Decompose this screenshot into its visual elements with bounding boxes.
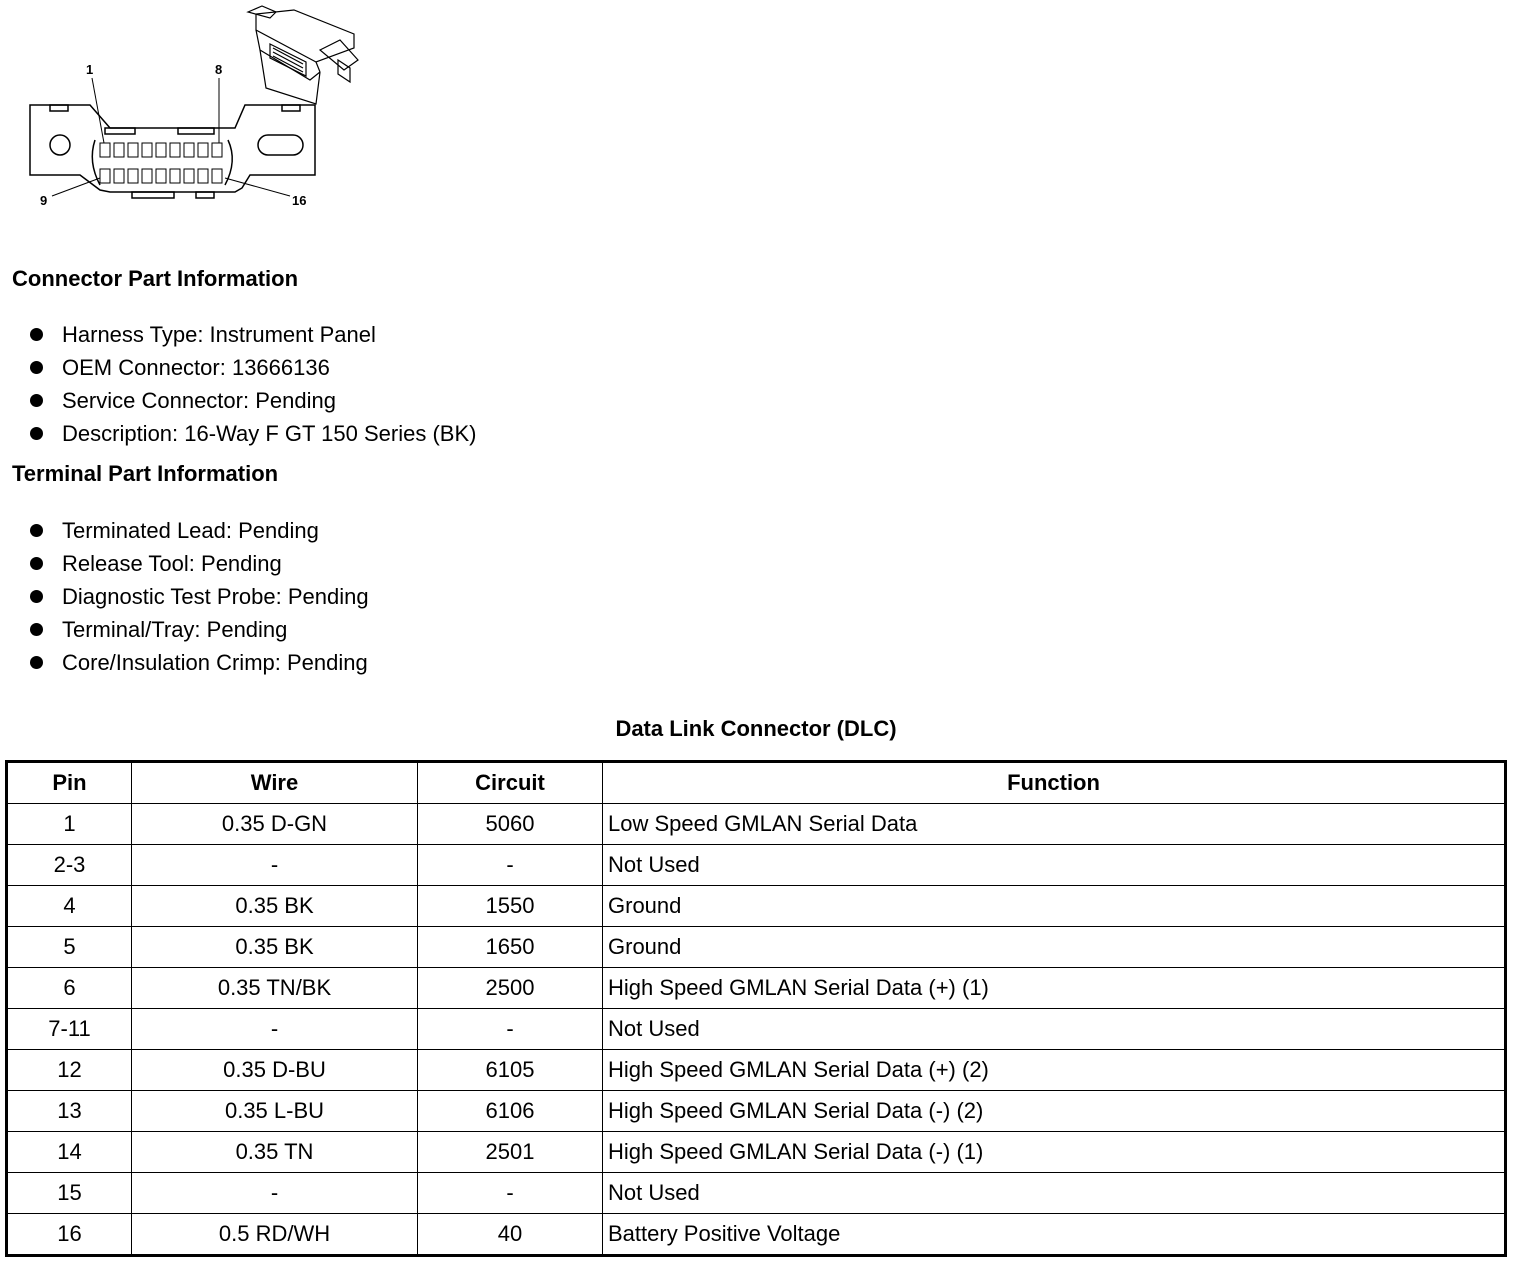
function-cell: High Speed GMLAN Serial Data (-) (2) [603, 1091, 1506, 1132]
wire-cell: - [132, 845, 418, 886]
circuit-cell: - [418, 1173, 603, 1214]
pin-cell: 15 [7, 1173, 132, 1214]
function-cell: Ground [603, 886, 1506, 927]
table-row [7, 845, 1506, 886]
table-row [7, 804, 1506, 845]
pin-cell: 1 [7, 804, 132, 845]
list-item: Terminal/Tray: Pending [30, 613, 369, 646]
column-header-circuit: Circuit [418, 762, 603, 804]
function-cell: Not Used [603, 1009, 1506, 1050]
wire-cell: 0.35 L-BU [132, 1091, 418, 1132]
circuit-cell: - [418, 1009, 603, 1050]
column-header-function: Function [603, 762, 1506, 804]
wire-cell: 0.35 D-GN [132, 804, 418, 845]
function-cell: High Speed GMLAN Serial Data (+) (1) [603, 968, 1506, 1009]
column-header-wire: Wire [132, 762, 418, 804]
pin-cell: 4 [7, 886, 132, 927]
list-item: Core/Insulation Crimp: Pending [30, 646, 369, 679]
table-row [7, 968, 1506, 1009]
circuit-cell: 6106 [418, 1091, 603, 1132]
wire-cell: - [132, 1173, 418, 1214]
wire-cell: 0.35 BK [132, 927, 418, 968]
terminal-info-title: Terminal Part Information [12, 461, 279, 486]
circuit-cell: 40 [418, 1214, 603, 1256]
pin-cell: 6 [7, 968, 132, 1009]
table-row [7, 886, 1506, 927]
table-row [7, 1091, 1506, 1132]
wire-cell: 0.35 BK [132, 886, 418, 927]
circuit-cell: 6105 [418, 1050, 603, 1091]
table-title: Data Link Connector (DLC) [615, 716, 897, 741]
table-row [7, 1009, 1506, 1050]
table-header-row [7, 762, 1506, 804]
pin-label-8: 8 [215, 62, 223, 77]
circuit-cell: 2501 [418, 1132, 603, 1173]
circuit-cell: 1650 [418, 927, 603, 968]
function-cell: Battery Positive Voltage [603, 1214, 1506, 1256]
function-cell: Ground [603, 927, 1506, 968]
list-item: Terminated Lead: Pending [30, 514, 369, 547]
connector-face-view [30, 78, 315, 198]
function-cell: High Speed GMLAN Serial Data (-) (1) [603, 1132, 1506, 1173]
wire-cell: 0.5 RD/WH [132, 1214, 418, 1256]
function-cell: Low Speed GMLAN Serial Data [603, 804, 1506, 845]
table-row [7, 1173, 1506, 1214]
circuit-cell: 5060 [418, 804, 603, 845]
pin-cell: 12 [7, 1050, 132, 1091]
connector-diagram [20, 0, 380, 220]
connector-info-list [30, 318, 476, 450]
circuit-cell: - [418, 845, 603, 886]
pin-cell: 7-11 [7, 1009, 132, 1050]
pin-label-16: 16 [292, 193, 307, 208]
wire-cell: - [132, 1009, 418, 1050]
pin-cell: 16 [7, 1214, 132, 1256]
terminal-info-list [30, 514, 369, 679]
connector-info-title: Connector Part Information [12, 266, 299, 291]
list-item: Description: 16-Way F GT 150 Series (BK) [30, 417, 476, 450]
function-cell: Not Used [603, 1173, 1506, 1214]
table-row [7, 1050, 1506, 1091]
wire-cell: 0.35 TN/BK [132, 968, 418, 1009]
dlc-pinout-table [5, 760, 1507, 1257]
pin-cell: 13 [7, 1091, 132, 1132]
function-cell: High Speed GMLAN Serial Data (+) (2) [603, 1050, 1506, 1091]
circuit-cell: 2500 [418, 968, 603, 1009]
list-item: Diagnostic Test Probe: Pending [30, 580, 369, 613]
list-item: Harness Type: Instrument Panel [30, 318, 476, 351]
pin-label-9: 9 [40, 193, 48, 208]
table-row [7, 1132, 1506, 1173]
list-item: OEM Connector: 13666136 [30, 351, 476, 384]
table-row [7, 1214, 1506, 1256]
pin-cell: 5 [7, 927, 132, 968]
wire-cell: 0.35 TN [132, 1132, 418, 1173]
pin-cell: 14 [7, 1132, 132, 1173]
table-row [7, 927, 1506, 968]
circuit-cell: 1550 [418, 886, 603, 927]
pin-cell: 2-3 [7, 845, 132, 886]
pin-label-1: 1 [86, 62, 94, 77]
list-item: Service Connector: Pending [30, 384, 476, 417]
column-header-pin: Pin [7, 762, 132, 804]
connector-3d-view-icon [248, 6, 358, 104]
list-item: Release Tool: Pending [30, 547, 369, 580]
wire-cell: 0.35 D-BU [132, 1050, 418, 1091]
function-cell: Not Used [603, 845, 1506, 886]
